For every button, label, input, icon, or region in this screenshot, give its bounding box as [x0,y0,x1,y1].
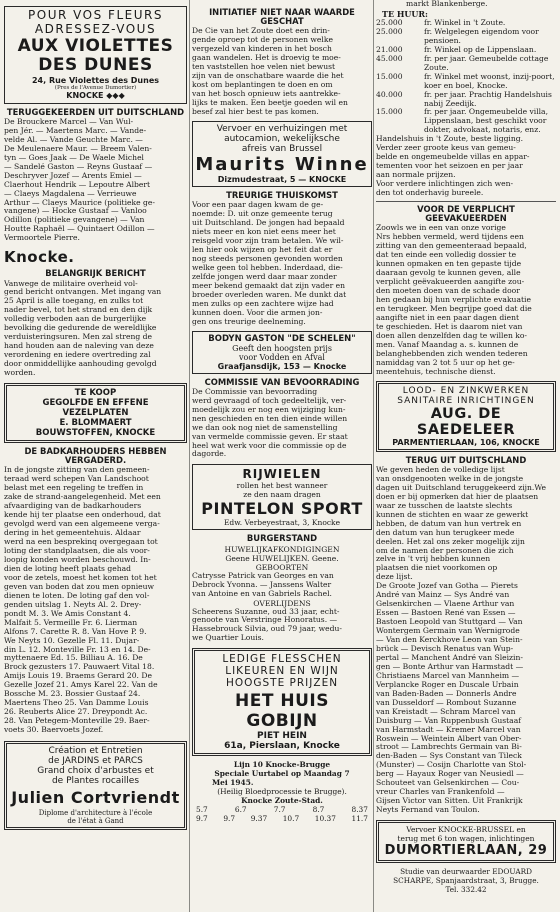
text-line: doen er bij opmerken dat hier de plaatsen [376,492,539,501]
text-line: nog steeds personen gevonden worden [192,254,343,263]
text-line: bevolking die gedurende de wereldlijke [4,324,157,333]
text-line: Houtte Raphaël — Quintaert Odillon — [4,225,155,234]
section-title-knocke: Knocke. [4,248,75,267]
ad-bodyn-gaston: BODYN GASTON "DE SCHELEN" Geeft den hoogsten prijs voor Vodden en Afval Graafjansdijk, 153 — Knocke [192,331,372,374]
schedule-time: 8.7 [312,805,325,815]
text-line: Christiaens Marcel van Mannheim — [376,671,520,680]
text-line: pertal — Manchent André van Sleizin- [376,653,523,662]
section-divider [376,201,556,202]
text-line: Maertens Theo 25. Van Damme Louis [4,699,149,708]
text-line: loopig konden worden beschouwd. In- [4,555,151,564]
article-treurige-thuiskomst [192,201,372,326]
ad-dumortierlaan: Vervoer KNOCKE-BRUSSEL en terug met 6 ton wagen, inlichtingen DUMORTIERLAAN, 29 [376,820,556,863]
text-line: — Van den Kerckhove Leon van Stein- [376,636,523,645]
text-line: van Baden-Baden — Donnerls Andre [376,689,517,698]
list-returnees [376,582,556,815]
text-line: De Meulenaere Maur. — Breem Valen- [4,144,152,153]
text-line: van het bosch opnieuw iets aantrekke- [192,90,341,99]
text-line: gen ons treurige deelneming. [192,317,306,326]
text-line: Neyts Fernand van Toulon. [376,806,480,815]
text-line: gen — Bonte Arthur van Harmstadt — [376,662,524,671]
text-line: Schouteet van Gelsenkirchen — Cou- [376,779,520,788]
text-line: teraad werd schepen Van Landschoot [4,475,149,484]
price: 25.000 [376,26,403,36]
schedule-time: 10.7 [282,814,300,824]
text-line: werd na een besprekinq overgegaan tot [4,538,158,547]
text-line: — Sandelé Gaston — Reyns Gustaaf — [4,162,153,171]
text-line: zijn van de onschatbare waarde die het [192,72,344,81]
price: 25.000 [376,17,403,27]
schedule-row [192,814,372,823]
text-line: dat ten einde een volledig dossier te [376,251,517,260]
text-line: Malfait 5. Vermeille Fr. 6. Lierman [4,618,138,627]
text-line: daaraan gevolg te kunnen geven, alle [376,269,521,278]
text-line: hebben, de datum van hun vertrek en [376,519,522,528]
text-line: moedelijk zou er nog een wijziging kun- [192,405,346,414]
text-line: volledig verboden aan de burgerlijke [4,315,147,324]
text-line: tementen voor het seizoen en per jaar [376,162,523,171]
text-line: broeder overleden waren. Me dunkt dat [192,290,347,299]
column-1 [4,0,187,912]
headline-commissie: COMMISSIE VAN BEVOORRADING [204,376,360,387]
text-line: kost om beplantingen te doen en om [192,81,333,90]
text-line: pondt M. 3. We Amis Constant 4. [4,609,131,618]
text-line: We Neyts 10. Gezelle Fl. 11. Dujar- [4,636,140,645]
text-line: dering in het gemeentehuis. Aldaar [4,529,141,538]
list-item [376,28,556,46]
list-item [376,91,556,109]
ad-de-saedeleer: LOOD- EN ZINKWERKEN SANITAIRE INRICHTINGEN AUG. DE SAEDELEER PARMENTIERLAAN, 106, KNOCKE [376,381,556,452]
text-line: 26. Reuberts Alice 27. Dreypondt Ac. [4,708,148,717]
text-line: — Claeys Magdalena — Verrieuwe [4,189,137,198]
text-line: deelen. Het zal ons zeker mogelijk zijn [376,537,525,546]
text-line: dien de loting heeft plaats gehad [4,564,131,573]
text-line: waar ze tusschen de laatste slechts [376,501,513,510]
text-line: De Brouckere Marcel — Van Wul- [4,117,134,126]
column-divider [189,0,190,912]
text-line: We geven heden de volledige lijst [376,465,505,474]
text-line: Deschryver Jozef — Arents Emiel — [4,171,142,180]
text-line: len hier ook wijzen op het feit dat er [192,246,333,254]
text-line: den datum van hun terugkeer mede [376,528,515,537]
text-line: Hassebrouck Silvia, oud 79 jaar, wedu- [192,625,342,634]
text-line: kende hij ter plaatse een onderhoud, dat [4,511,161,520]
text-line: den-Baden — Sys Constant van Tileck [376,752,522,761]
text-line: Brock gezusters 17. Pauwaert Vital 18. [4,663,155,672]
text-line: we dan ook nog niet de samenstelling [192,423,338,432]
headline-teruggekeerden: TERUGGEKEERDEN UIT DUITSCHLAND [6,106,185,117]
text-line: van vermelde commissie geven. Er staat [192,432,348,441]
article-initiatief [192,27,372,117]
column-divider [373,0,374,912]
text-line: namiddag van 2 tot 5 uur op het ge- [376,358,515,367]
schedule-time: 9.37 [250,814,268,824]
text-line: welke geen tol hebben. Inderdaad, die- [192,263,343,272]
column-2: INITIATIEF NIET NAAR WAARDE GESCHAT De Cie van het Zoute doet een drin- gende oproep tot de personen welke vergezeld van kinderen in het bosch gaan wandelen. Het is droevig te moe- ten vaststellen hoe velen niet bewust zijn van de onschatbare waarde die het kost om beplantingen te doen en om van het bosch opnieuw iets aantrekke- lijks te maken. Een beetje goeden wil en besef zal hier best te pas komen. Vervoer en verhuizingen met autocamion, wekelijksche afreis van Brussel Maurits Winne Dizmudestraat, 5 — KNOCKE TREURIGE THUISKOMST Voor een paar dagen kwam de ge- noemde: D. uit onze gemeente terug uit Duitschland. De jongen had bepaald niets meer en kon niet eens meer het reisgeld voor zijn tram betalen. We wil- len hier ook wijzen op het feit dat er nog steeds personen gevonden worden welke geen tol hebben. Inderdaad, die- zelfde jongen werd daar maar zonder meer bekend gemaakt dat zijn vader en broeder overleden waren. Me dunkt dat men zulks op een zachtere wijze had kunnen doen. Voor die armen jon- gen ons treurige deelneming. BODYN GASTON "DE SCHELEN" Geeft den hoogsten prijs voor Vodden en Afval Graafjansdijk, 153 — Knocke COMMISSIE VAN BEVOORRADING De Commissie van bevoorrading werd gevraagd of toch gedeeltelijk, ver- moedelijk zou er nog een wijziging kun- nen geschieden en ten dien einde willen we dan ook nog niet de samenstelling van vermelde commissie geven. Er staat heel wat werk voor die commissie op de dagorde. RIJWIELEN rollen het best wanneer ze den naam dragen PINTELON SPORT Edw. Verbeyestraat, 3, Knocke BURGERSTAND HUWELIJKAFKONDIGINGEN Geene HUWELIJKEN. Geene. GEBOORTEN Catrysse Patrick van Georges en van Debrock Yvonna. — Janssens Walter van Antoine en van Gabriels Rachel. OVERLIJDENS Scheerens Suzanne, oud 33 jaar, echt- genoote van Verstringe Honoratus. — Hassebrouck Silvia, oud 79 jaar, wedu- we Quartier Louis. LEDIGE FLESSCHEN LIKEUREN EN WIJN HOOGSTE PRIJZEN HET HUIS GOBIJN PIET HEIN 61a, Pierslaan, Knocke Lijn 10 Knocke-Brugge Speciale Uurtabel op Maandag 7 Mei 1945. (Heilig Bloedprocessie te Brugge). Knocke Zoute-Stad. 5.7 6.7 7.7 8.7 8.37 9.7 9.7 9.37 10.7 10.37 11.7 [192,0,372,912]
headline-terug-uit-duitschland: TERUG UIT DUITSCHLAND [405,454,527,465]
list-item [376,73,556,91]
column-3: markt Blankenberge. TE HUUR: 25.000 fr. Winkel in 't Zoute. 25.000 fr. Welgelegen eigendom voor pensioen. 21.000 fr. Winkel op de Lippenslaan. 45.000 fr. per jaar. Gemeubelde cottage Zoute. 15.000 fr. Winkel met woonst, inzij-poort, koer en boel, Knocke. 40.000 fr. per jaar. Prachtig Handelshuis nabij Zeedijk. 15.000 fr. per jaar. Ongemeubelde villa, Lippenslaan, best geschikt voor dokter, advokaat, notaris, enz. Handelshuis in 't Zoute, beste ligging. Verder zeer groote keus van gemeu- belde en ongemeubelde villas en appar- tementen voor het seizoen en per jaar aan normale prijzen. Voor verdere inlichtingen zich wen- den tot onderhavig bureele. VOOR DE VERPLICHT GEEVAKUEERDEN Zoowls we in een van onze vorige Nrs hebben vermeld, werd tijdens een zitting van den gemeenteraad bepaald, dat ten einde een volledig dossier te kunnen opmaken en ten gepaste tijde daaraan gevolg te kunnen geven, alle verplicht geëvakueerden aangifte zou- den moeten doen van de schade door hen gedaan bij hun verplichte evakuatie en terugkeer. Men begrijpe goed dat die aangifte niet in een paar dagen dient te geschieden. Het is daarom niet van doen allen denzelfden dag te willen ko- men. Vanaf Maandag a. s. kunnen de belanghebbenden zich wenden tederen namiddag van 2 tot 5 uur op het ge- meentehuis, technische dienst. LOOD- EN ZINKWERKEN SANITAIRE INRICHTINGEN AUG. DE SAEDELEER PARMENTIERLAAN, 106, KNOCKE TERUG UIT DUITSCHLAND We geven heden de volledige lijst van onsdgenooten welke in de jongste dagen uit Duitschland teruggekeerd zijn.We doen er bij opmerken dat hier de plaatsen waar ze tusschen de laatste slechts kunnen de stichten en waar ze gewerkt hebben, de datum van hun vertrek en den datum van hun terugkeer mede deelen. Het zal ons zeker mogelijk zijn om de namen der personen die zich zelve in 't vrij hebben kunnen plaatsen die niet voorkomen op deze lijst. De Groote Jozef van Gotha — Pierets André van Mainz — Sys André van Gelsenkirchen — Vlaene Arthur van Essen — Bastoen René van Essen — Bastoen Leopold van Stuttgard — Van Wontergem Germain van Wernigrode — Van den Kerckhove Leon van Stein- brück — Devisch Renatus van Wup- pertal — Manchent André van Sleizin- gen — Bonte Arthur van Harmstadt — Christiaens Marcel van Mannheim — Verplancke Roger en Duscale Urbain van Baden-Baden — Donnerls Andre van Dusseldorf — Rombout Suzanne van Kreistadt — Schram Marcel van Duisburg — Van Ruppenbush Gustaaf van Harmstadt — Kremer Marcel van Roswein — Weintein Albert van Ober- stroot — Lambrechts Germain van Bi- den-Baden — Sys Constant van Tileck (Munster) — Cosijn Charlotte van Stol- berg — Hayaux Roger van Neusiedl — Schouteet van Gelsenkirchen — Cou- vreur Charles van Frankenfold — Gijsen Victor van Sitten. Uit Frankrijk Neyts Fernand van Toulon. Vervoer KNOCKE-BRUSSEL en terug met 6 ton wagen, inlichtingen DUMORTIERLAAN, 29 Studie van deurwaarder EDOUARD SCHARPE, Spanjaardstraat, 3, Brugge. Tel. 332.42 [376,0,555,895]
text-line: kunnen opmaken en ten gepaste tijde [376,260,522,269]
text-line: Gelsenkirchen — Vlaene Arthur van [376,600,515,609]
text-line: meentehuis, technische dienst. [376,367,496,376]
description: fr. per jaar. Gemeubelde cottage Zoute. [424,53,549,72]
list-overlijdens [192,608,372,644]
text-line: geven van boden dat zou men opnieuw [4,582,155,591]
text-line: van Dusseldorf — Rombout Suzanne [376,698,517,707]
article-teruggekeerden [4,118,187,243]
text-line: zitting van den gemeenteraad bepaald, [376,242,527,251]
price: 15.000 [376,107,403,117]
text-line: door onmiddellijke aanhouding gevolgd [4,360,157,369]
text-line: kunnen de stichten en waar ze gewerkt [376,510,529,519]
price: 45.000 [376,53,403,63]
article-belangrijk-bericht [4,280,187,378]
headline-geevakueerden: VOOR DE VERPLICHT GEEVAKUEERDEN [417,204,515,224]
headline-belangrijk-bericht: BELANGRIJK BERICHT [45,268,146,279]
text-line: worden. [4,369,36,378]
text-line: van Antoine en van Gabriels Rachel. [192,589,332,598]
subheading-huwelijkafkondigingen: HUWELIJKAFKONDIGINGEN [224,544,340,554]
ornament-icon: ◆◆◆ [106,90,125,100]
ad-cortvriendt: Création et Entretien de JARDINS et PARCS Grand choix d'arbustes et de Plantes rocailles Julien Cortvriendt Diplome d'architecture à l'école de l'état à Gand [4,741,187,830]
text-line: lijks te maken. Een beetje goeden wil en [192,99,348,108]
text-line: Voor verdere inlichtingen zich wen- [376,180,514,189]
text-line: Gezelle Jozef 21. Amys Karel 22. Van de [4,681,158,690]
text-line: André van Mainz — Sys André van [376,591,510,600]
text-line: nader bevel, tot het strand en den dijk [4,306,153,315]
text-line: aangifte niet in een paar dagen dient [376,314,520,323]
heading-te-huur: TE HUUR: [382,8,428,19]
text-line: loting der standplaatsen, die als voor- [4,547,150,556]
text-line: van Kreistadt — Schram Marcel van [376,707,516,716]
text-line: werd gevraagd of toch gedeeltelijk, ver- [192,396,347,405]
text-line: den moeten doen van de schade door [376,287,520,296]
text-line: genoote van Verstringe Honoratus. — [192,616,338,625]
description: fr. per jaar. Prachtig Handelshuis nabij Zeedijk. [424,89,552,108]
text-line: we Quartier Louis. [192,634,264,643]
article-terug-uit-duitschland [376,466,556,582]
headline-badkarhouders: DE BADKARHOUDERS HEBBEN VERGADERD. [24,445,167,466]
text-line: verduisteringsuren. Men zal streng de [4,333,153,342]
schedule-time: 9.7 [196,814,208,824]
text-line: Zoowls we in een van onze vorige [376,224,506,233]
text-line: zelve in 't vrij hebben kunnen [376,555,491,564]
text-line: Wontergem Germain van Wernigrode [376,627,520,636]
ad-blommaert: TE KOOP GEGOLFDE EN EFFENE VEZELPLATEN E. BLOMMAERT BOUWSTOFFEN, KNOCKE [4,383,187,443]
text-line: vreur Charles van Frankenfold — [376,788,505,797]
text-line: te geschieden. Het is daarom niet van [376,322,523,331]
article-geevakueerden [376,224,556,376]
text-line: Handelshuis in 't Zoute, beste ligging. [376,135,524,144]
headline-burgerstand: BURGERSTAND [246,533,318,544]
text-line: vergezeld van kinderen in het bosch [192,45,332,54]
text-line: dagorde. [192,450,227,459]
text-line: De Groote Jozef van Gotha — Pierets [376,582,518,591]
subheading-geboorten: GEBOORTEN [255,562,309,572]
text-line: heel wat werk voor die commissie op de [192,441,347,450]
text-line: Alfons 7. Carette R. 8. Van Hove P. 9. [4,627,147,636]
text-line: Amijs Louis 19. Braems Gerard 20. De [4,672,152,681]
text-line: voor de zetels, moest het komen tot het [4,573,157,582]
text-line: meer bekend gemaakt dat zijn vader en [192,281,346,290]
text-line: Odillon (politieke gevangene) — Van [4,216,145,225]
text-line: De Cie van het Zoute doet een drin- [192,27,330,36]
tramline-schedule: Lijn 10 Knocke-Brugge Speciale Uurtabel op Maandag 7 Mei 1945. (Heilig Bloedprocessie te Brugge). Knocke Zoute-Stad. 5.7 6.7 7.7 8.7 8.37 9.7 9.7 9.37 10.7 10.37 11.7 [192,760,372,823]
description: fr. Welgelegen eigendom voor pensioen. [424,26,539,45]
text-line: doen allen denzelfden dag te willen ko- [376,331,527,340]
text-line: Vanwege de militaire overheid vol- [4,279,138,288]
text-line: In de jongste zitting van den gemeen- [4,466,150,475]
text-line: noemde: D. uit onze gemeente terug [192,210,333,219]
text-line: velde Al. — Vande Geuchte Marc. — [4,135,143,144]
text-line: nen geschieden en ten dien einde willen [192,414,348,423]
text-line: Debrock Yvonna. — Janssens Walter [192,580,332,589]
ad-huis-gobijn: LEDIGE FLESSCHEN LIKEUREN EN WIJN HOOGSTE PRIJZEN HET HUIS GOBIJN PIET HEIN 61a, Pierslaan, Knocke [192,648,372,756]
text-line: De Commissie van bevoorrading [192,387,318,396]
text-line: belanghebbenden zich wenden tederen [376,349,528,358]
text-line: vangene) — Hocke Gustaaf — Vanloo [4,207,147,216]
list-te-huur [376,19,556,135]
text-line: Roswein — Weintein Albert van Ober- [376,734,522,743]
text-line: gend bericht ontvangen. Met ingang van [4,288,162,297]
text-line: gaan wandelen. Het is droevig te moe- [192,54,341,63]
text-line: Vermoortele Pierre. [4,234,80,243]
text-line: myttenaere Ed. 15. Billiau A. 16. De [4,654,143,663]
text-line: Verplancke Roger en Duscale Urbain [376,680,519,689]
text-line: Claerhout Hendrik — Lepoutre Albert [4,180,151,189]
text-line: gevolgd werd van een algemeene verga- [4,520,160,529]
text-line: Verder zeer groote keus van gemeu- [376,144,516,153]
text-line: Bossche M. 23. Bossier Gustaaf 24. [4,690,141,699]
price: 21.000 [376,44,403,54]
schedule-time: 11.7 [351,814,368,824]
text-line: dagen uit Duitschland teruggekeerd zijn.We [376,483,546,492]
text-line: besef zal hier best te pas komen. [192,108,319,117]
ad-pintelon-sport: RIJWIELEN rollen het best wanneer ze den naam dragen PINTELON SPORT Edw. Verbeyestraat, 3, Knocke [192,464,372,530]
text-line: zelfde jongen werd daar maar zonder [192,272,337,281]
text-line: uit Duitschland. De jongen had bepaald [192,219,345,228]
text-line: afvaardiging van de badkarhouders [4,502,142,511]
price: 40.000 [376,89,403,99]
description: fr. per jaar. Ongemeubelde villa, Lippenslaan, best geschikt voor dokter, advokaat, notaris, enz. [424,107,548,135]
article-commissie [192,388,372,460]
text-line: Arthur — Claeys Maurice (politieke ge- [4,198,155,207]
text-line: pen Jér. — Maertens Marc. — Vande- [4,126,147,135]
schedule-time: 8.37 [351,805,368,815]
text-line: Duisburg — Van Ruppenbush Gustaaf [376,716,522,725]
text-line: belde en ongemeubelde villas en appar- [376,153,530,162]
notice-deurwaarder: Studie van deurwaarder EDOUARD SCHARPE, Spanjaardstraat, 3, Brugge. Tel. 332.42 [393,867,539,895]
subheading-overlijdens: OVERLIJDENS [253,598,311,608]
text-line: van Harmstadt — Kremer Marcel van [376,725,521,734]
text-line: zake de strand-aangelegenheid. Met een [4,493,161,502]
text-line: den tot onderhavig bureele. [376,189,484,198]
description: fr. Winkel met woonst, inzij-poort, koer en boel, Knocke. [424,71,555,90]
text-line: verplicht geëvakueerden aangifte zou- [376,278,525,287]
text-line: Gijsen Victor van Sitten. Uit Frankrijk [376,797,523,806]
text-line: (Munster) — Cosijn Charlotte van Stol- [376,761,527,770]
text-line: tyn — Goes Jaak — De Waele Michel [4,153,144,162]
text-line: genden uitslag 1. Neyts Al. 2. Drey- [4,600,142,609]
schedule-time: 6.7 [234,805,247,815]
text-line: verordening en iedere overtreding zal [4,351,151,360]
text-line: van onsdgenooten welke in de jongste [376,474,524,483]
text-line: Scheerens Suzanne, oud 33 jaar, echt- [192,607,340,616]
text-line: kunnen doen. Voor die armen jon- [192,308,323,317]
text-line: men. Vanaf Maandag a. s. kunnen de [376,340,519,349]
text-line: 25 April is alle toegang, en zulks tot [4,297,144,306]
text-line: Catrysse Patrick van Georges en van [192,571,334,580]
description: fr. Winkel in 't Zoute. [424,17,506,27]
text-line: Nrs hebben vermeld, werd tijdens een [376,233,524,242]
schedule-row [192,805,372,814]
text-line: voets 30. Baervoets Jozef. [4,726,104,735]
text-line: plaatsen die niet voorkomen op [376,564,498,573]
text-line: 28. Van Petegem-Monteville 29. Baer- [4,717,150,726]
headline-initiatief: INITIATIEF NIET NAAR WAARDE GESCHAT [209,7,355,27]
text-line: reisgeld voor zijn tram betalen. We wil- [192,237,344,246]
text-line: niets meer en kon niet eens meer het [192,228,336,237]
text-line: Voor een paar dagen kwam de ge- [192,201,324,210]
text-line: men zulks op een zachtere wijze had [192,299,334,308]
ad-maurits-winne: Vervoer en verhuizingen met autocamion, wekelijksche afreis van Brussel Maurits Winne Dizmudestraat, 5 — KNOCKE [192,121,372,187]
text-line: berg — Hayaux Roger van Neusiedl — [376,770,524,779]
text-line: gende oproep tot de personen welke [192,36,333,45]
text-line: din L. 12. Monteville Fr. 13 en 14. De- [4,645,151,654]
article-badkarhouders [4,466,187,735]
list-item [376,108,556,135]
text-line: Bastoen Leopold van Stuttgard — Van [376,618,523,627]
headline-treurige-thuiskomst: TREURIGE THUISKOMST [226,190,338,200]
list-item [376,55,556,73]
article-te-huur [376,135,556,198]
text-line: stroot — Lambrechts Germain van Bi- [376,743,522,752]
text-line: dienen te loten. De loting gaf den vol- [4,591,150,600]
text-line: belast met een regeling te treffen in [4,484,144,493]
text-line: en terugkeer. Men begrijpe goed dat die [376,305,532,314]
list-geboorten [192,572,372,599]
text-line: aan normale prijzen. [376,171,456,180]
schedule-time: 7.7 [273,805,286,815]
schedule-time: 5.7 [196,805,208,815]
text-line: ten vaststellen hoe velen niet bewust [192,63,336,72]
schedule-time: 10.37 [314,814,336,824]
text-line: hand houden aan de naleving van deze [4,342,154,351]
description: fr. Winkel op de Lippenslaan. [424,44,537,54]
text-line: om de namen der personen die zich [376,546,514,555]
text-line: Essen — Bastoen René van Essen — [376,609,516,618]
ad-city: KNOCKE ◆◆◆ [66,90,125,100]
text-line: brück — Devisch Renatus van Wup- [376,644,514,653]
schedule-time: 9.7 [223,814,236,824]
text-line: deze lijst. [376,573,413,582]
text-line: hen gedaan bij hun verplichte evakuatie [376,296,531,305]
ad-violettes-des-dunes: POUR VOS FLEURS ADRESSEZ-VOUS AUX VIOLETTES DES DUNES 24, Rue Violettes des Dunes (Pres de l'Avenue Dumortier) KNOCKE ◆◆◆ [4,6,187,104]
price: 15.000 [376,71,403,81]
